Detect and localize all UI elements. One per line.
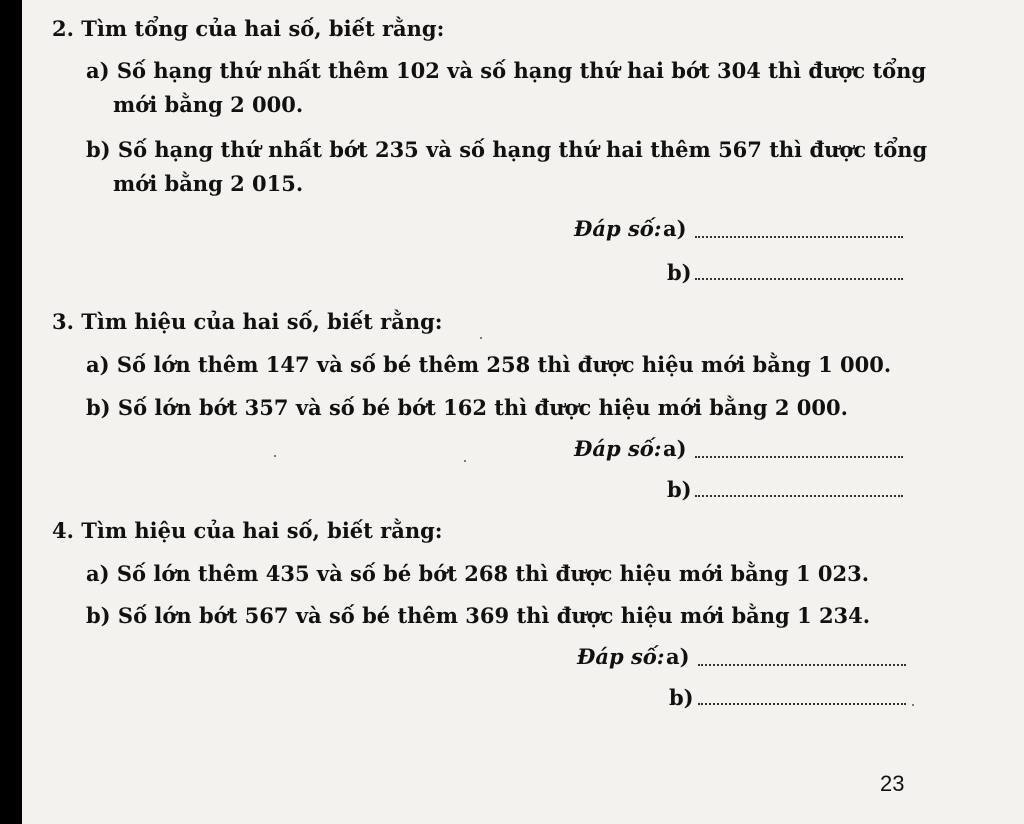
problem-2-part-a-line2: mới bằng 2 000. (113, 92, 304, 117)
problem-4-answer-b-blank[interactable] (698, 701, 906, 705)
scan-speck (274, 455, 276, 457)
problem-4-answer-a-blank[interactable] (698, 662, 906, 666)
scan-speck (480, 337, 482, 339)
problem-4-part-b: b) Số lớn bớt 567 và số bé thêm 369 thì được hiệu mới bằng 1 234. (86, 603, 871, 628)
problem-4-heading: 4. Tìm hiệu của hai số, biết rằng: (52, 518, 443, 543)
problem-2-part-a-line1: a) Số hạng thứ nhất thêm 102 và số hạng thứ hai bớt 304 thì được tổng (86, 58, 927, 83)
problem-3-part-b: b) Số lớn bớt 357 và số bé bớt 162 thì được hiệu mới bằng 2 000. (86, 395, 848, 420)
page-number: 23 (880, 771, 905, 796)
problem-3-answer-label: Đáp số: (574, 436, 662, 461)
problem-2-answer-label: Đáp số: (574, 216, 662, 241)
problem-4-answer-b-label: b) (669, 685, 694, 710)
problem-2-heading: 2. Tìm tổng của hai số, biết rằng: (52, 16, 445, 41)
problem-3-answer-a-blank[interactable] (695, 454, 903, 458)
problem-3-part-a: a) Số lớn thêm 147 và số bé thêm 258 thì được hiệu mới bằng 1 000. (86, 352, 892, 377)
problem-4-part-a: a) Số lớn thêm 435 và số bé bớt 268 thì được hiệu mới bằng 1 023. (86, 561, 870, 586)
problem-3-heading: 3. Tìm hiệu của hai số, biết rằng: (52, 309, 443, 334)
problem-3-answer-b-blank[interactable] (695, 493, 903, 497)
scan-speck (912, 704, 914, 706)
worksheet-page (22, 0, 1024, 824)
problem-2-part-b-line1: b) Số hạng thứ nhất bớt 235 và số hạng thứ hai thêm 567 thì được tổng (86, 137, 928, 162)
problem-2-answer-a-label: a) (663, 216, 687, 241)
problem-2-answer-a-blank[interactable] (695, 234, 903, 238)
problem-4-answer-a-label: a) (666, 644, 690, 669)
problem-3-answer-b-label: b) (667, 477, 692, 502)
scan-speck (464, 460, 466, 462)
problem-2-answer-b-label: b) (667, 260, 692, 285)
problem-2-part-b-line2: mới bằng 2 015. (113, 171, 304, 196)
problem-3-answer-a-label: a) (663, 436, 687, 461)
problem-4-answer-label: Đáp số: (577, 644, 665, 669)
problem-2-answer-b-blank[interactable] (695, 276, 903, 280)
scan-left-edge (0, 0, 22, 824)
